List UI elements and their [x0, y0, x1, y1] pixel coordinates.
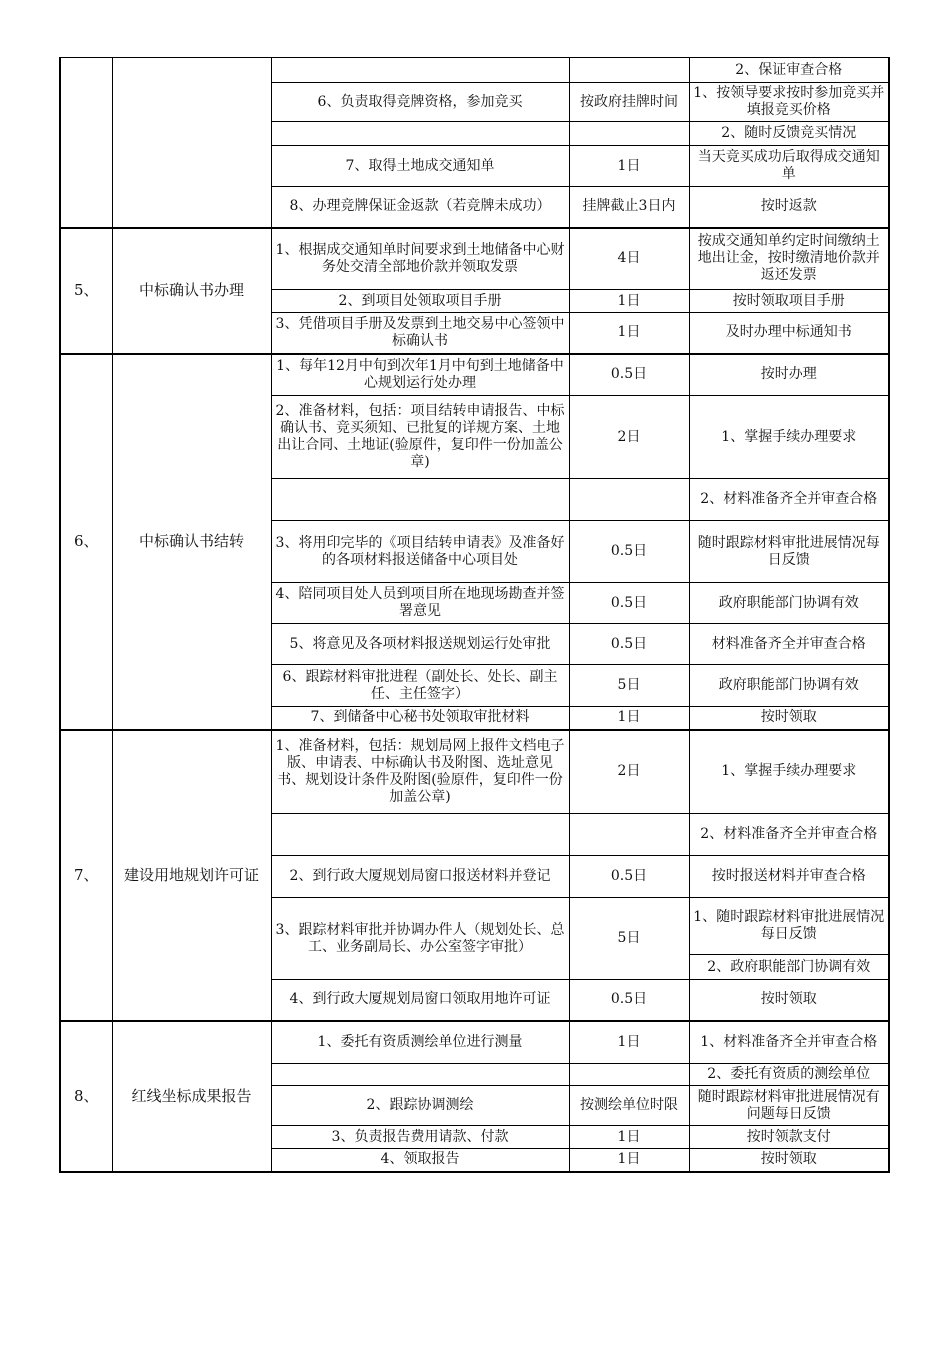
task-cell: 1、委托有资质测绘单位进行测量: [271, 1021, 569, 1064]
requirement-cell: 2、材料准备齐全并审查合格: [689, 814, 889, 856]
time-cell: 0.5日: [569, 856, 689, 898]
task-cell: 4、领取报告: [271, 1149, 569, 1172]
task-cell: 7、到储备中心秘书处领取审批材料: [271, 707, 569, 730]
time-cell: [569, 814, 689, 856]
time-cell: 1日: [569, 313, 689, 354]
task-cell: 1、根据成交通知单时间要求到土地储备中心财务处交清全部地价款并领取发票: [271, 228, 569, 290]
task-cell: 7、取得土地成交通知单: [271, 146, 569, 187]
task-cell: 2、到行政大厦规划局窗口报送材料并登记: [271, 856, 569, 898]
time-cell: 1日: [569, 1149, 689, 1172]
task-cell: 3、凭借项目手册及发票到土地交易中心签领中标确认书: [271, 313, 569, 354]
requirement-cell: 2、随时反馈竞买情况: [689, 122, 889, 146]
requirement-cell: 政府职能部门协调有效: [689, 583, 889, 624]
time-cell: [569, 1064, 689, 1086]
section-number: 5、: [60, 228, 112, 354]
task-cell: [271, 58, 569, 83]
task-cell: 4、陪同项目处人员到项目所在地现场勘查并签署意见: [271, 583, 569, 624]
task-cell: [271, 814, 569, 856]
task-cell: [271, 122, 569, 146]
task-cell: 4、到行政大厦规划局窗口领取用地许可证: [271, 980, 569, 1021]
requirement-cell: 1、随时跟踪材料审批进展情况每日反馈: [689, 898, 889, 955]
time-cell: 2日: [569, 396, 689, 479]
time-cell: 0.5日: [569, 354, 689, 396]
requirement-cell: 2、政府职能部门协调有效: [689, 955, 889, 980]
requirement-cell: 政府职能部门协调有效: [689, 665, 889, 707]
time-cell: 1日: [569, 707, 689, 730]
requirement-cell: 1、材料准备齐全并审查合格: [689, 1021, 889, 1064]
time-cell: 1日: [569, 1126, 689, 1149]
time-cell: 5日: [569, 665, 689, 707]
time-cell: 4日: [569, 228, 689, 290]
requirement-cell: 按时报送材料并审查合格: [689, 856, 889, 898]
task-cell: 3、负责报告费用请款、付款: [271, 1126, 569, 1149]
task-cell: 6、负责取得竞牌资格，参加竞买: [271, 83, 569, 122]
task-cell: 6、跟踪材料审批进程（副处长、处长、副主任、主任签字）: [271, 665, 569, 707]
requirement-cell: 按时领款支付: [689, 1126, 889, 1149]
section-name: 建设用地规划许可证: [112, 730, 271, 1021]
time-cell: 0.5日: [569, 980, 689, 1021]
time-cell: [569, 479, 689, 521]
requirement-cell: 2、保证审查合格: [689, 58, 889, 83]
requirement-cell: 及时办理中标通知书: [689, 313, 889, 354]
time-cell: 0.5日: [569, 583, 689, 624]
time-cell: 按测绘单位时限: [569, 1086, 689, 1126]
time-cell: [569, 122, 689, 146]
requirement-cell: 按时领取: [689, 707, 889, 730]
requirement-cell: 随时跟踪材料审批进展情况每日反馈: [689, 521, 889, 583]
time-cell: 5日: [569, 898, 689, 980]
section-name: [112, 58, 271, 228]
requirement-cell: 2、材料准备齐全并审查合格: [689, 479, 889, 521]
task-cell: 2、准备材料，包括：项目结转申请报告、中标确认书、竞买须知、已批复的详规方案、土地出让合同、土地证(验原件，复印件一份加盖公章): [271, 396, 569, 479]
requirement-cell: 按成交通知单约定时间缴纳土地出让金，按时缴清地价款并返还发票: [689, 228, 889, 290]
requirement-cell: 随时跟踪材料审批进展情况有问题每日反馈: [689, 1086, 889, 1126]
requirement-cell: 按时办理: [689, 354, 889, 396]
task-cell: 1、准备材料，包括：规划局网上报件文档电子版、申请表、中标确认书及附图、选址意见书、规划设计条件及附图(验原件，复印件一份加盖公章): [271, 730, 569, 814]
section-number: 7、: [60, 730, 112, 1021]
task-cell: [271, 1064, 569, 1086]
requirement-cell: 按时领取: [689, 1149, 889, 1172]
section-number: 8、: [60, 1021, 112, 1172]
section-number: 6、: [60, 354, 112, 730]
section-name: 红线坐标成果报告: [112, 1021, 271, 1172]
requirement-cell: 当天竞买成功后取得成交通知单: [689, 146, 889, 187]
task-cell: 3、将用印完毕的《项目结转申请表》及准备好的各项材料报送储备中心项目处: [271, 521, 569, 583]
requirement-cell: 按时领取: [689, 980, 889, 1021]
time-cell: 挂牌截止3日内: [569, 187, 689, 228]
time-cell: 1日: [569, 1021, 689, 1064]
section-name: 中标确认书结转: [112, 354, 271, 730]
procedure-table: [59, 57, 890, 1173]
time-cell: 0.5日: [569, 624, 689, 665]
task-cell: 3、跟踪材料审批并协调办件人（规划处长、总工、业务副局长、办公室签字审批）: [271, 898, 569, 980]
time-cell: 1日: [569, 146, 689, 187]
requirement-cell: 1、按领导要求按时参加竞买并填报竞买价格: [689, 83, 889, 122]
requirement-cell: 材料准备齐全并审查合格: [689, 624, 889, 665]
task-cell: 8、办理竞牌保证金返款（若竞牌未成功）: [271, 187, 569, 228]
task-cell: 5、将意见及各项材料报送规划运行处审批: [271, 624, 569, 665]
time-cell: [569, 58, 689, 83]
task-cell: 1、每年12月中旬到次年1月中旬到土地储备中心规划运行处办理: [271, 354, 569, 396]
time-cell: 按政府挂牌时间: [569, 83, 689, 122]
task-cell: [271, 479, 569, 521]
time-cell: 0.5日: [569, 521, 689, 583]
time-cell: 1日: [569, 290, 689, 313]
requirement-cell: 按时领取项目手册: [689, 290, 889, 313]
requirement-cell: 2、委托有资质的测绘单位: [689, 1064, 889, 1086]
task-cell: 2、跟踪协调测绘: [271, 1086, 569, 1126]
section-number: [60, 58, 112, 228]
time-cell: 2日: [569, 730, 689, 814]
task-cell: 2、到项目处领取项目手册: [271, 290, 569, 313]
requirement-cell: 1、掌握手续办理要求: [689, 396, 889, 479]
requirement-cell: 按时返款: [689, 187, 889, 228]
section-name: 中标确认书办理: [112, 228, 271, 354]
requirement-cell: 1、掌握手续办理要求: [689, 730, 889, 814]
